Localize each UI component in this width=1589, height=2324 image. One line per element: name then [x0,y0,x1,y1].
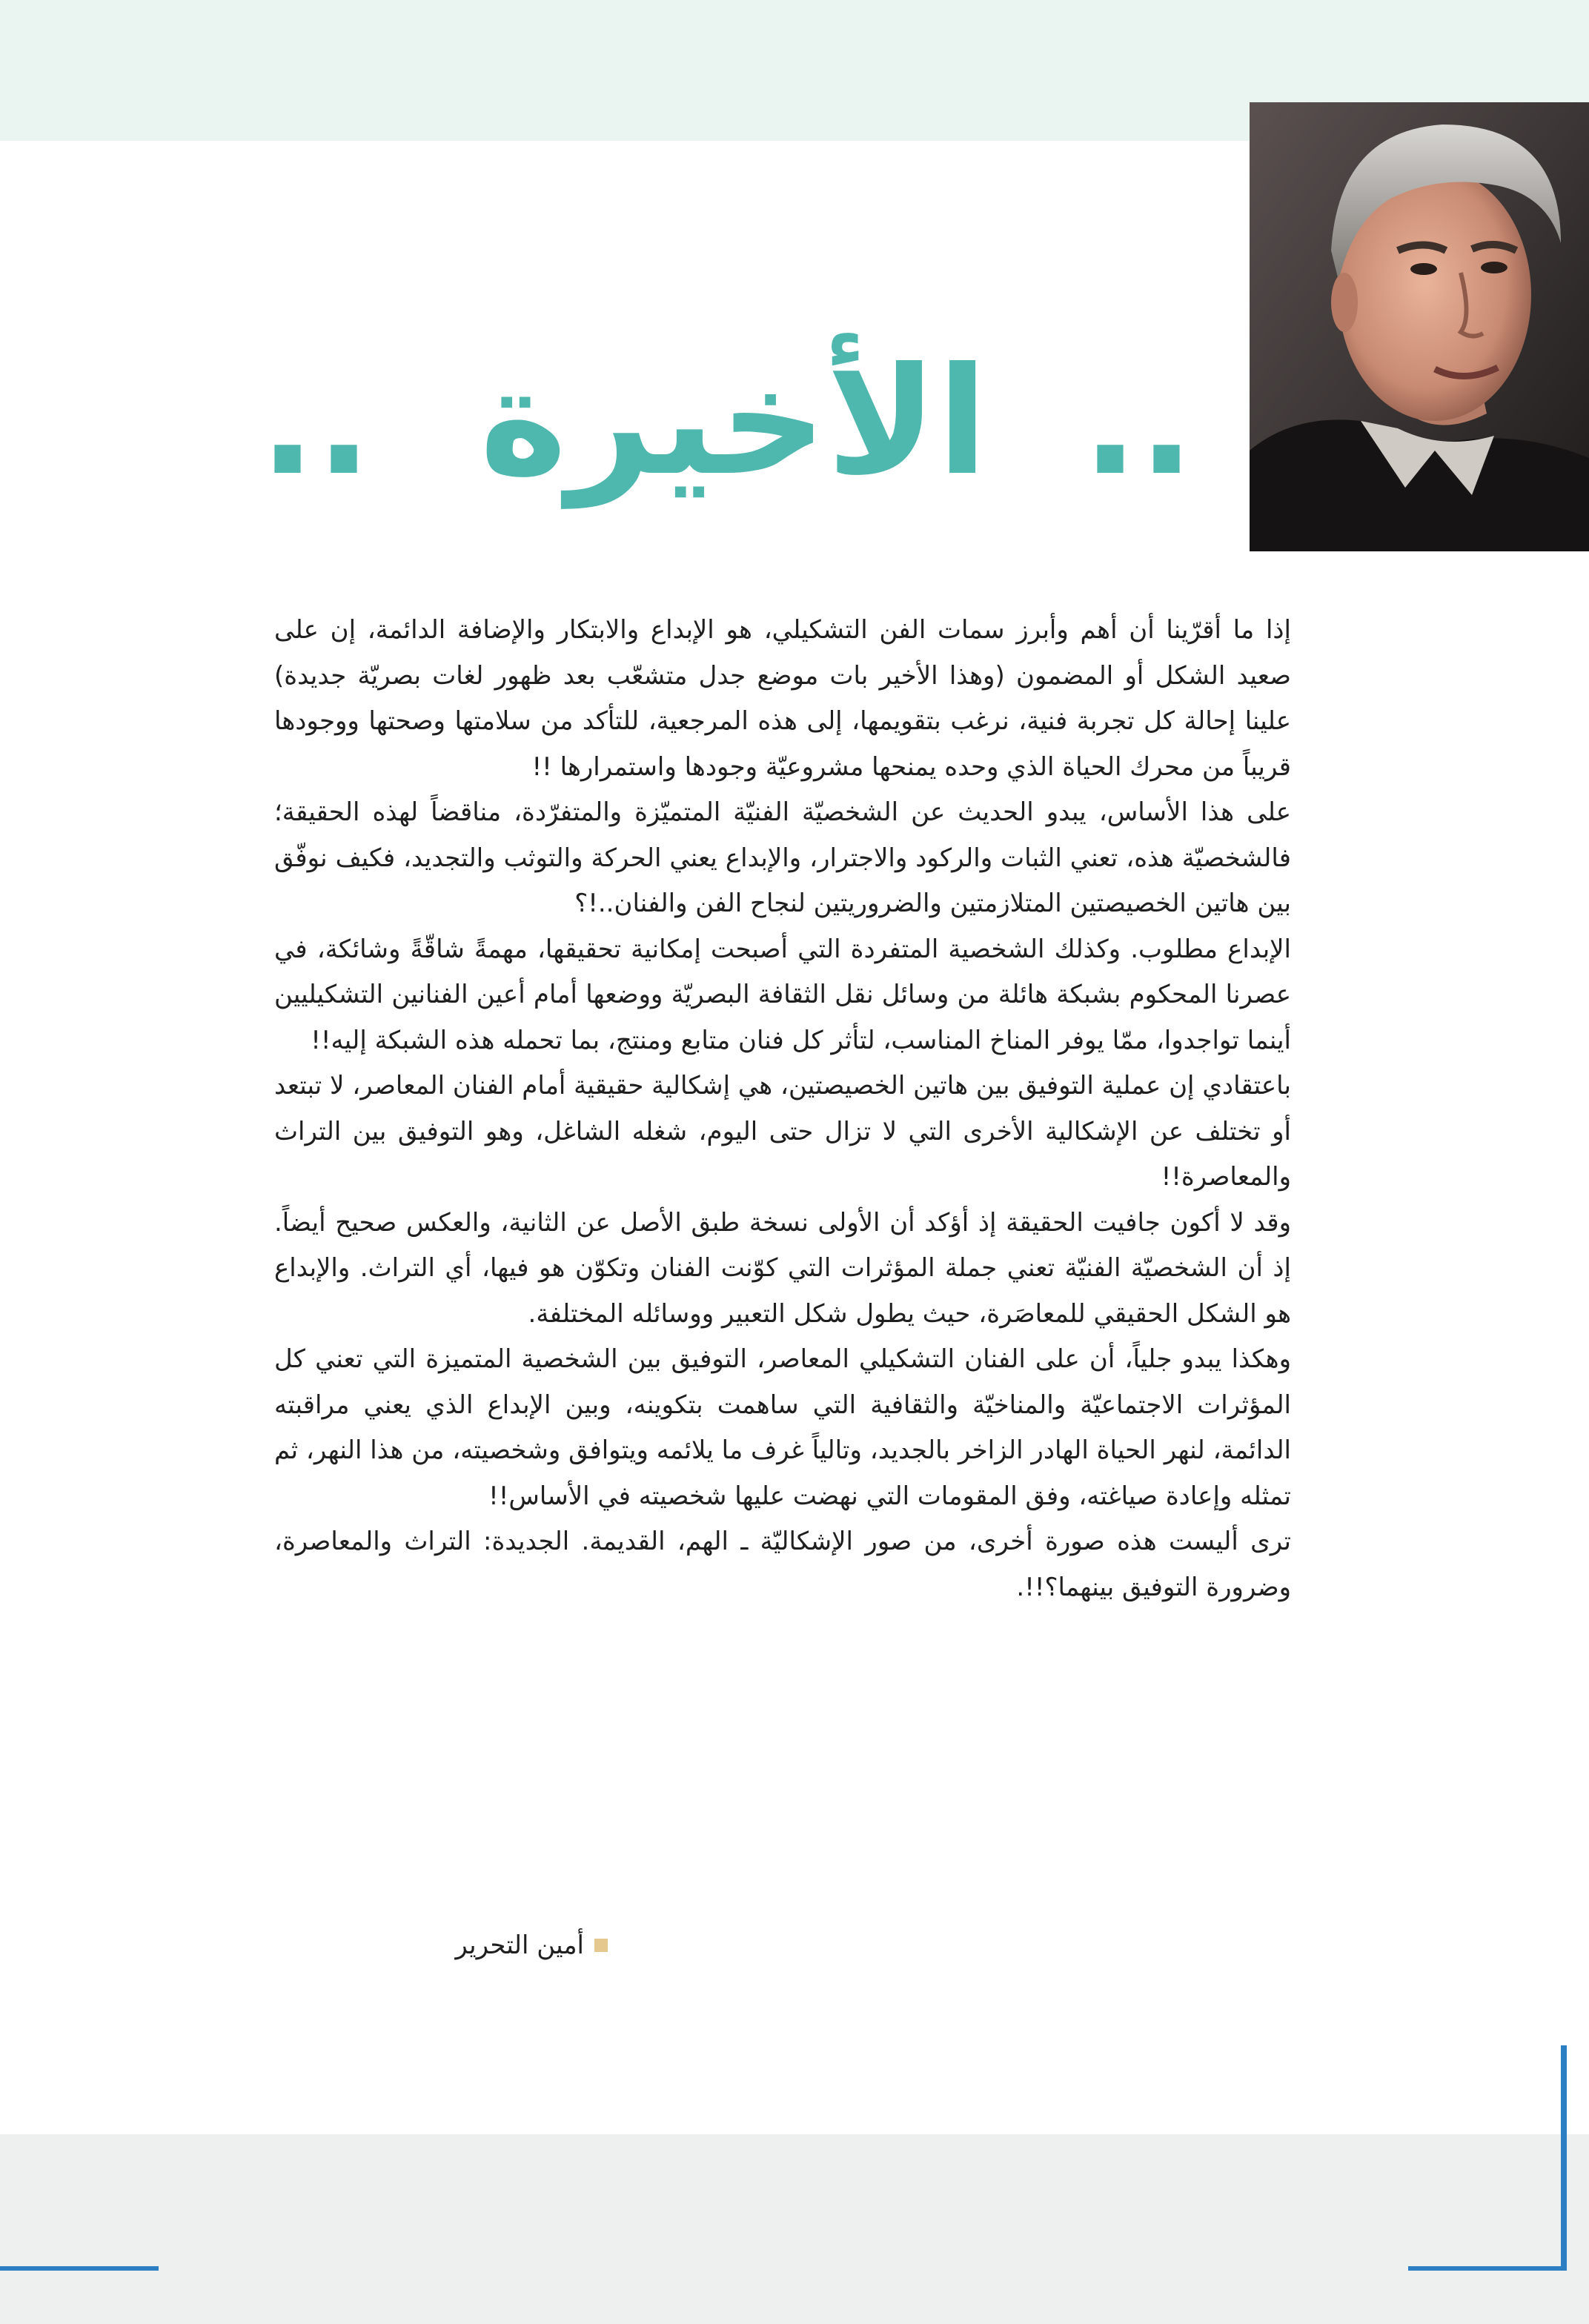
title-dots-left: .. [259,336,372,508]
signature-text: أمين التحرير [455,1930,584,1960]
title-dots-right: .. [1082,336,1195,508]
bottom-band [0,2134,1589,2324]
page-title: الأخيرة [480,336,988,508]
author-portrait [1250,102,1589,551]
article-body [274,608,1291,1610]
bottom-rule-left [0,2266,159,2271]
paragraph: الإبداع مطلوب. وكذلك الشخصية المتفردة التي أصبحت إمكانية تحقيقها، مهمةً شاقّةً وشائكة، في عصرنا المحكوم بشبكة هائلة من وسائل نقل الثقافة البصريّة ووضعها أمام أعين الفنانين التشكيليين أينما تواجدوا، ممّا يوفر المناخ المناسب، لتأثر كل فنان متابع ومنتج، بما تحمله هذه الشبكة إليه!! [274,934,1291,1055]
paragraph: وقد لا أكون جافيت الحقيقة إذ أؤكد أن الأولى نسخة طبق الأصل عن الثانية، والعكس صحيح أيضاً. إذ أن الشخصيّة الفنيّة تعني جملة المؤثرات التي كوّنت الفنان وتكوّن هو فيها، أي التراث. والإبداع هو الشكل الحقيقي للمعاصَرة، حيث يطول شكل التعبير ووسائله المختلفة. [274,1207,1291,1329]
paragraph: على هذا الأساس، يبدو الحديث عن الشخصيّة الفنيّة المتميّزة والمتفرّدة، مناقضاً لهذه الحقيقة؛ فالشخصيّة هذه، تعني الثبات والركود والاجترار، والإبداع يعني الحركة والتوثب والتجديد، فكيف نوفّق بين هاتين الخصيصتين المتلازمتين والضروريتين لنجاح الفن والفنان..!؟ [274,797,1291,918]
paragraph: وهكذا يبدو جلياً، أن على الفنان التشكيلي المعاصر، التوفيق بين الشخصية المتميزة التي تعني كل المؤثرات الاجتماعيّة والمناخيّة والثقافية التي ساهمت بتكوينه، وبين الإبداع الذي يعني مراقبته الدائمة، لنهر الحياة الهادر الزاخر بالجديد، وتالياً غرف ما يلائمه ويتوافق وشخصيته، من هذا النهر، ثم تمثله وإعادة صياغته، وفق المقومات التي نهضت عليها شخصيته في الأساس!! [274,1344,1291,1511]
paragraph: باعتقادي إن عملية التوفيق بين هاتين الخصيصتين، هي إشكالية حقيقية أمام الفنان المعاصر، لا تبتعد أو تختلف عن الإشكالية الأخرى التي لا تزال حتى اليوم، شغله الشاغل، وهو التوفيق بين التراث والمعاصرة!! [274,1071,1291,1192]
square-bullet-icon [594,1939,608,1952]
paragraph: ترى أليست هذه صورة أخرى، من صور الإشكاليّة ـ الهم، القديمة. الجديدة: التراث والمعاصرة، وضرورة التوفيق بينهما؟!!. [274,1527,1291,1602]
corner-rule-vertical [1561,2045,1567,2271]
paragraph: إذا ما أقرّينا أن أهم وأبرز سمات الفن التشكيلي، هو الإبداع والابتكار والإضافة الدائمة، إن على صعيد الشكل أو المضمون (وهذا الأخير بات موضع جدل متشعّب بعد ظهور لغات بصريّة جديدة) علينا إحالة كل تجربة فنية، نرغب بتقويمها، إلى هذه المرجعية، للتأكد من سلامتها وصحتها ووجودها قريباً من محرك الحياة الذي وحده يمنحها مشروعيّة وجودها واستمرارها !! [274,615,1291,782]
bottom-rule-right [1408,2266,1567,2271]
signature [385,1927,608,1964]
